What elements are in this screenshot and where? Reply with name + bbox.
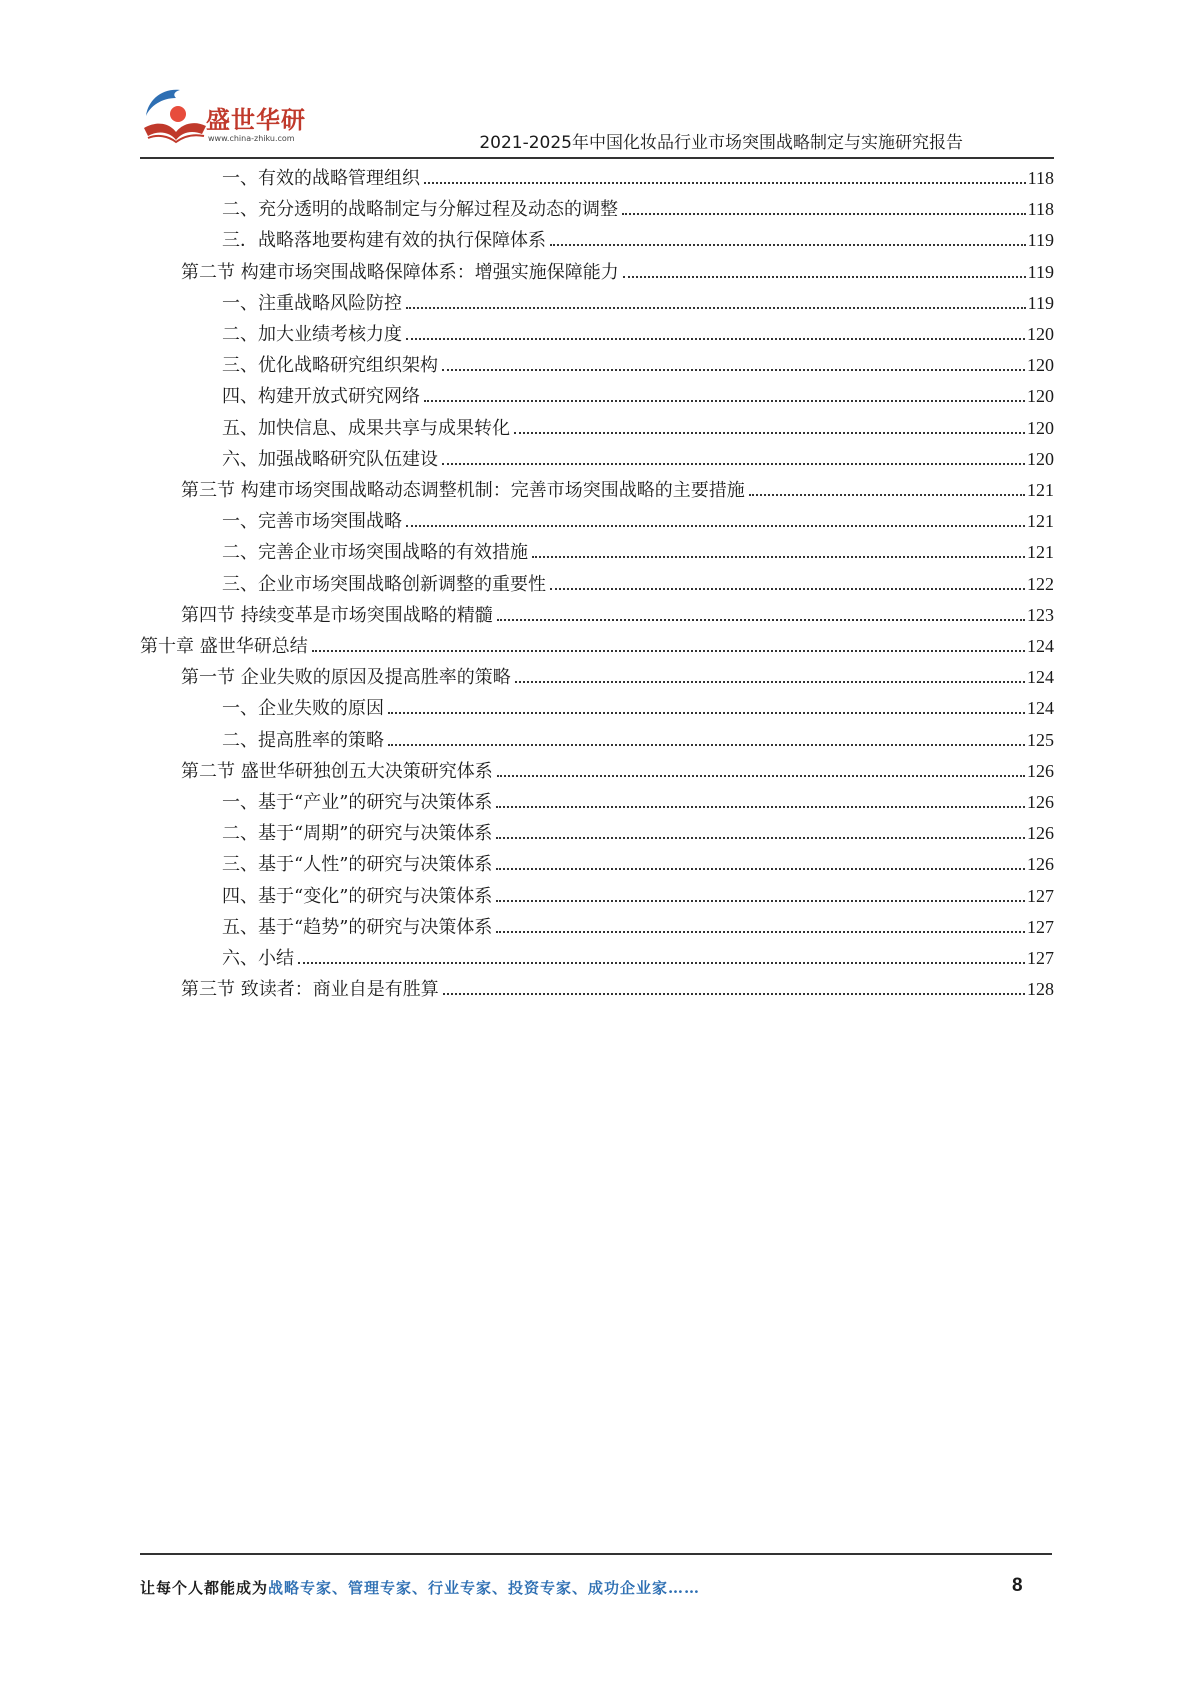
- toc-entry-title: 第三节 构建市场突围战略动态调整机制：完善市场突围战略的主要措施: [181, 480, 745, 501]
- toc-entry[interactable]: [222, 444, 1054, 475]
- toc-entry-title: 五、加快信息、成果共享与成果转化: [222, 418, 510, 439]
- logo-name: 盛世华研: [206, 106, 306, 134]
- toc-entry-title: 二、基于“周期”的研究与决策体系: [222, 823, 493, 844]
- toc-entry[interactable]: [181, 974, 1054, 1005]
- toc-entry-title: 第十章 盛世华研总结: [140, 636, 308, 657]
- toc-entry-title: 一、完善市场突围战略: [222, 511, 402, 532]
- toc-entry[interactable]: [222, 163, 1054, 194]
- toc-entry-title: 一、有效的战略管理组织: [222, 168, 420, 189]
- toc-entry[interactable]: [181, 662, 1054, 693]
- toc-dot-leader: [406, 307, 1026, 309]
- toc-dot-leader: [550, 588, 1025, 590]
- toc-entry[interactable]: [181, 756, 1054, 787]
- toc-entry-title: 一、注重战略风险防控: [222, 293, 402, 314]
- toc-entry[interactable]: [222, 537, 1054, 568]
- toc-dot-leader: [442, 463, 1025, 465]
- toc-entry[interactable]: [222, 787, 1054, 818]
- motto-lead: 让每个人都能成为: [140, 1579, 269, 1597]
- toc-entry-page: 120: [1027, 355, 1054, 375]
- toc-entry[interactable]: [222, 194, 1054, 225]
- toc-entry[interactable]: [222, 319, 1054, 350]
- toc-entry-page: 118: [1027, 199, 1054, 219]
- toc-entry-page: 124: [1027, 636, 1054, 656]
- toc-entry-page: 121: [1027, 542, 1054, 562]
- toc-dot-leader: [424, 400, 1025, 402]
- toc-entry-title: 二、充分透明的战略制定与分解过程及动态的调整: [222, 199, 618, 220]
- toc-entry[interactable]: [222, 818, 1054, 849]
- toc-entry-page: 121: [1027, 511, 1054, 531]
- toc-dot-leader: [622, 213, 1026, 215]
- toc-entry-page: 122: [1027, 574, 1054, 594]
- toc-entry-page: 126: [1027, 761, 1054, 781]
- toc-entry-title: 六、小结: [222, 948, 294, 969]
- header-divider: [140, 157, 1054, 159]
- toc-entry[interactable]: [222, 693, 1054, 724]
- toc-dot-leader: [532, 556, 1025, 558]
- toc-dot-leader: [388, 712, 1025, 714]
- toc-dot-leader: [496, 837, 1025, 839]
- toc-entry-page: 120: [1027, 418, 1054, 438]
- toc-entry-title: 三、基于“人性”的研究与决策体系: [222, 854, 493, 875]
- toc-entry-page: 127: [1027, 886, 1054, 906]
- toc-entry-title: 四、构建开放式研究网络: [222, 386, 420, 407]
- toc-entry-title: 二、完善企业市场突围战略的有效措施: [222, 542, 528, 563]
- toc-dot-leader: [496, 806, 1025, 808]
- toc-entry-page: 118: [1027, 168, 1054, 188]
- toc-dot-leader: [406, 338, 1025, 340]
- toc-entry-page: 120: [1027, 449, 1054, 469]
- logo-emblem-icon: [140, 84, 210, 148]
- toc-dot-leader: [442, 369, 1025, 371]
- toc-entry-page: 126: [1027, 854, 1054, 874]
- toc-entry-page: 125: [1027, 730, 1054, 750]
- toc-entry-title: 六、加强战略研究队伍建设: [222, 449, 438, 470]
- toc-entry[interactable]: [222, 912, 1054, 943]
- toc-entry-title: 一、基于“产业”的研究与决策体系: [222, 792, 493, 813]
- toc-dot-leader: [623, 276, 1026, 278]
- toc-entry[interactable]: [222, 943, 1054, 974]
- toc-entry[interactable]: [222, 725, 1054, 756]
- toc-entry-page: 120: [1027, 324, 1054, 344]
- toc-entry-page: 127: [1027, 917, 1054, 937]
- toc-entry-title: 第一节 企业失败的原因及提高胜率的策略: [181, 667, 511, 688]
- toc-entry-page: 124: [1027, 698, 1054, 718]
- toc-entry-page: 120: [1027, 386, 1054, 406]
- toc-entry-title: 第二节 构建市场突围战略保障体系：增强实施保障能力: [181, 262, 619, 283]
- toc-dot-leader: [298, 962, 1025, 964]
- toc-entry[interactable]: [222, 413, 1054, 444]
- toc-entry-page: 128: [1027, 979, 1054, 999]
- toc-entry-title: 三、优化战略研究组织架构: [222, 355, 438, 376]
- toc-entry-title: 第三节 致读者：商业自是有胜算: [181, 979, 439, 1000]
- toc-dot-leader: [443, 993, 1025, 995]
- footer-motto: [140, 1577, 700, 1598]
- toc-entry-page: 119: [1027, 262, 1054, 282]
- toc-dot-leader: [514, 432, 1025, 434]
- toc-entry[interactable]: [140, 631, 1054, 662]
- toc-entry[interactable]: [222, 881, 1054, 912]
- toc-entry-title: 四、基于“变化”的研究与决策体系: [222, 886, 493, 907]
- footer-divider: [140, 1553, 1052, 1555]
- toc-dot-leader: [388, 744, 1025, 746]
- toc-entry-title: 第二节 盛世华研独创五大决策研究体系: [181, 761, 493, 782]
- toc-entry[interactable]: [181, 475, 1054, 506]
- toc-dot-leader: [406, 525, 1025, 527]
- toc-dot-leader: [312, 650, 1025, 652]
- toc-entry-page: 121: [1027, 480, 1054, 500]
- toc-entry-title: 二、提高胜率的策略: [222, 730, 384, 751]
- toc-dot-leader: [749, 494, 1025, 496]
- toc-entry-page: 123: [1027, 605, 1054, 625]
- toc-entry-title: 五、基于“趋势”的研究与决策体系: [222, 917, 493, 938]
- toc-entry-page: 127: [1027, 948, 1054, 968]
- toc-dot-leader: [424, 182, 1026, 184]
- toc-entry-page: 124: [1027, 667, 1054, 687]
- toc-entry[interactable]: [181, 257, 1054, 288]
- page-number: 8: [1012, 1575, 1023, 1596]
- toc-dot-leader: [496, 900, 1025, 902]
- toc-entry-page: 119: [1027, 230, 1054, 250]
- toc-dot-leader: [497, 619, 1025, 621]
- report-title: 2021-2025年中国化妆品行业市场突围战略制定与实施研究报告: [479, 133, 963, 153]
- toc-entry-page: 126: [1027, 823, 1054, 843]
- motto-highlight: 战略专家、管理专家、行业专家、投资专家、成功企业家……: [268, 1579, 701, 1597]
- toc-entry[interactable]: [181, 600, 1054, 631]
- toc-entry-page: 126: [1027, 792, 1054, 812]
- toc-entry-title: 一、企业失败的原因: [222, 698, 384, 719]
- toc-entry[interactable]: [222, 225, 1054, 256]
- toc-entry-title: 三、企业市场突围战略创新调整的重要性: [222, 574, 546, 595]
- toc-entry-title: 三．战略落地要构建有效的执行保障体系: [222, 230, 546, 251]
- toc-entry[interactable]: [222, 569, 1054, 600]
- toc-dot-leader: [496, 868, 1025, 870]
- toc-entry[interactable]: [222, 381, 1054, 412]
- toc-dot-leader: [515, 681, 1025, 683]
- toc-dot-leader: [497, 775, 1025, 777]
- company-logo: [140, 84, 310, 148]
- toc-entry[interactable]: [222, 288, 1054, 319]
- toc-entry-title: 第四节 持续变革是市场突围战略的精髓: [181, 605, 493, 626]
- toc-entry[interactable]: [222, 849, 1054, 880]
- toc-dot-leader: [550, 244, 1026, 246]
- toc-dot-leader: [496, 931, 1025, 933]
- toc-entry[interactable]: [222, 506, 1054, 537]
- logo-url: www.china-zhiku.com: [208, 134, 295, 143]
- toc-entry[interactable]: [222, 350, 1054, 381]
- toc-entry-title: 二、加大业绩考核力度: [222, 324, 402, 345]
- toc-entry-page: 119: [1027, 293, 1054, 313]
